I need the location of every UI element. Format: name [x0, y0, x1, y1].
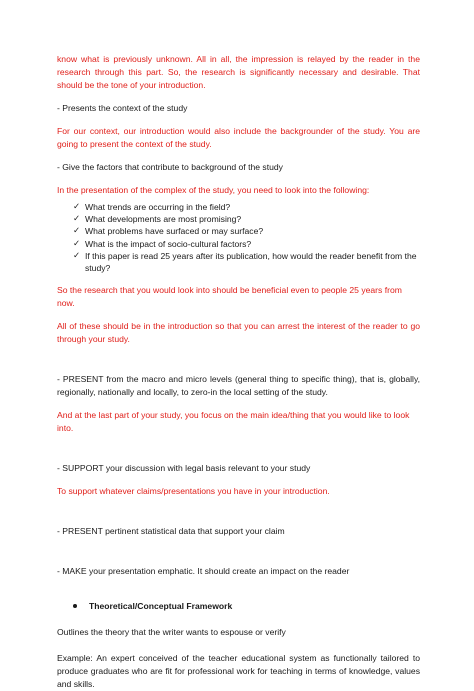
checkmark-icon: ✓ [73, 250, 81, 261]
checklist-item: ✓ What problems have surfaced or may surface? [73, 226, 264, 237]
paragraph-outlines-theory: Outlines the theory that the writer wants to espouse or verify [57, 627, 286, 638]
paragraph-last-part: And at the last part of your study, you focus on the main idea/thing that you would like to look into. [57, 410, 410, 434]
item-give-factors: - Give the factors that contribute to background of the study [57, 162, 283, 172]
item-make-emphatic: - MAKE your presentation emphatic. It should create an impact on the reader [57, 566, 350, 577]
paragraph-example: Example: An expert conceived of the teacher educational system as functionally tailored to produce graduates who are fit for professional work for teaching in terms of knowledge, values and skills. [57, 653, 420, 690]
item-support-legal-basis: - SUPPORT your discussion with legal basis relevant to your study [57, 463, 311, 474]
item-presents-context: - Presents the context of the study [57, 103, 188, 113]
checkmark-icon: ✓ [73, 214, 81, 225]
bullet-icon [73, 604, 77, 608]
paragraph-our-context: For our context, our introduction would also include the backgrounder of the study. You are going to present the context of the study. [57, 126, 420, 149]
paragraph-complex-of-study: In the presentation of the complex of the study, you need to look into the following: [57, 185, 370, 195]
checklist-item: ✓ What trends are occurring in the field? [73, 202, 231, 212]
heading-theoretical-framework: Theoretical/Conceptual Framework [89, 601, 233, 612]
paragraph-beneficial: So the research that you would look into should be beneficial even to people 25 years from now. [57, 285, 402, 309]
checklist-item: ✓ If this paper is read 25 years after its publication, how would the reader benefit from the study? [73, 250, 417, 274]
item-present-statistical-data: - PRESENT pertinent statistical data that support your claim [57, 526, 285, 537]
paragraph-previously-unknown: know what is previously unknown. All in all, the impression is relayed by the reader in the research through this part. So, the research is significantly necessary and desirable. That should be the tone of your introduction. [57, 54, 420, 90]
question-checklist [57, 201, 420, 274]
item-present-macro-micro: - PRESENT from the macro and micro levels (general thing to specific thing), that is, globally, regionally, nationally and locally, to zero-in the local setting of the study. [57, 374, 420, 398]
paragraph-arrest-interest: All of these should be in the introduction so that you can arrest the interest of the reader to go through your study. [57, 321, 420, 345]
checkmark-icon: ✓ [73, 202, 81, 212]
paragraph-support-claims: To support whatever claims/presentations you have in your introduction. [57, 486, 330, 497]
checklist-item: ✓ What is the impact of socio-cultural factors? [73, 238, 252, 249]
checkmark-icon: ✓ [73, 238, 81, 249]
checklist-item: ✓ What developments are most promising? [73, 214, 242, 225]
section-heading [57, 600, 420, 613]
checkmark-icon: ✓ [73, 226, 81, 237]
